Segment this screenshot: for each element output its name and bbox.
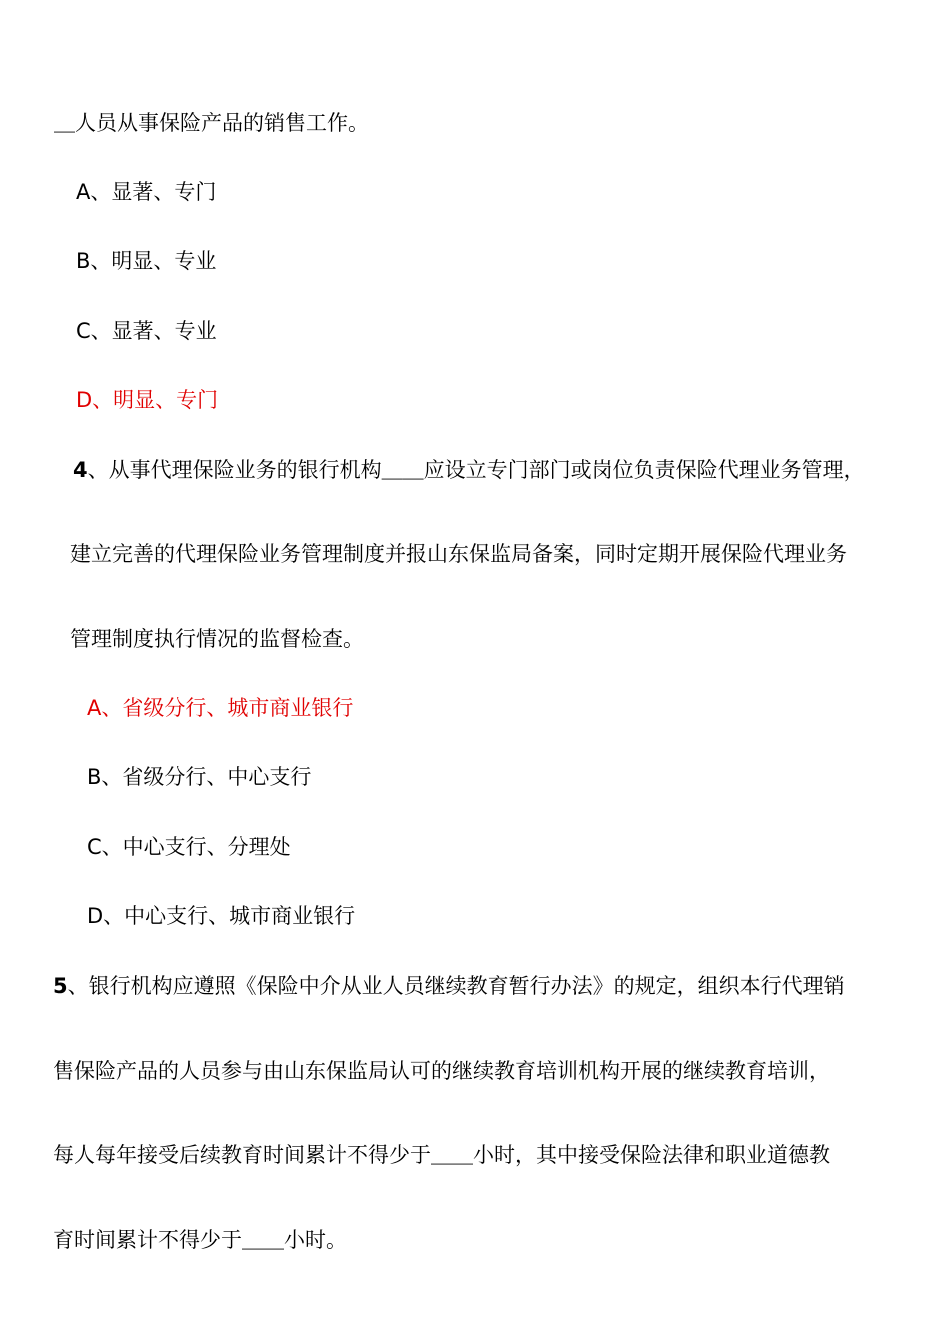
q4-stem-line-2: 建立完善的代理保险业务管理制度并报山东保监局备案，同时定期开展保险代理业务: [70, 542, 847, 566]
q4-option-a-answer: A、省级分行、城市商业银行: [87, 696, 354, 720]
q4-stem-line-1: [73, 456, 865, 484]
q5-stem-line-1: [53, 972, 845, 1000]
q3-option-a: A、显著、专门: [76, 180, 217, 204]
q4-number: 4: [73, 458, 88, 482]
q4-stem-text-1: 、从事代理保险业务的银行机构＿＿应设立专门部门或岗位负责保险代理业务管理，: [87, 458, 865, 482]
q3-option-b: B、明显、专业: [76, 249, 217, 273]
q3-option-d-answer: D、明显、专门: [76, 388, 219, 412]
q5-number: 5: [53, 974, 68, 998]
q4-stem-line-3: 管理制度执行情况的监督检查。: [70, 627, 364, 651]
q4-option-d: D、中心支行、城市商业银行: [87, 904, 356, 928]
q5-stem-line-3: 每人每年接受后续教育时间累计不得少于＿＿小时，其中接受保险法律和职业道德教: [53, 1143, 830, 1167]
q4-option-c: C、中心支行、分理处: [87, 835, 291, 859]
q3-option-c: C、显著、专业: [76, 319, 217, 343]
q3-stem-tail: ＿人员从事保险产品的销售工作。: [54, 111, 369, 135]
q5-stem-text-1: 、银行机构应遵照《保险中介从业人员继续教育暂行办法》的规定，组织本行代理销: [67, 974, 845, 998]
q5-stem-line-2: 售保险产品的人员参与由山东保监局认可的继续教育培训机构开展的继续教育培训，: [53, 1059, 830, 1083]
q4-option-b: B、省级分行、中心支行: [87, 765, 312, 789]
q5-stem-line-4: 育时间累计不得少于＿＿小时。: [53, 1228, 347, 1252]
